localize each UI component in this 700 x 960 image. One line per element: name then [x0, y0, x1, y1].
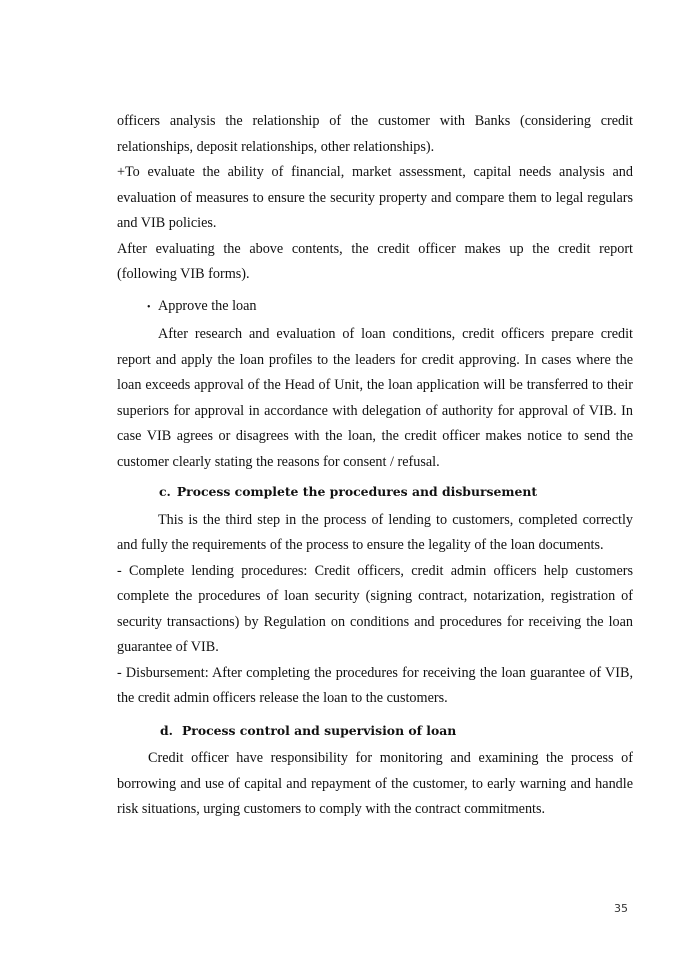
section-title-d: Process control and supervision of loan — [181, 722, 457, 738]
section-title-c: Process complete the procedures and disbursement — [176, 484, 538, 499]
paragraph-approve-loan: After research and evaluation of loan conditions, credit officers prepare credit report and apply the loan profiles to the leaders for credit approving. In cases where the loan exceeds approval of the Head of Unit, the loan application will be transferred to their superiors for approval in accordance with delegation of authority for approval of VIB. In case VIB agrees or disagrees with the loan, the credit officer makes notice to send the customer clearly stating the reasons for consent / refusal. — [117, 326, 633, 470]
section-heading-c — [117, 479, 633, 505]
paragraph-relationship-analysis: officers analysis the relationship of the customer with Banks (considering credit relationships, deposit relationships, other relationships). — [117, 113, 633, 155]
paragraph-credit-report: After evaluating the above contents, the credit officer makes up the credit report (following VIB forms). — [117, 240, 633, 282]
paragraph-disbursement: - Disbursement: After completing the procedures for receiving the loan guarantee of VIB, the credit admin officers release the loan to the customers. — [117, 664, 633, 706]
section-heading-d — [117, 718, 633, 744]
paragraph-third-step: This is the third step in the process of lending to customers, completed correctly and fully the requirements of the process to ensure the legality of the loan documents. — [117, 511, 633, 553]
paragraph-complete-lending: - Complete lending procedures: Credit officers, credit admin officers help customers complete the procedures of loan security (signing contract, notarization, registration of security transactions) by Regulation on conditions and procedures for receiving the loan guarantee of VIB. — [117, 562, 633, 655]
page-number: 35 — [614, 902, 628, 915]
section-label-c: c. — [159, 484, 171, 499]
bullet-approve-loan — [117, 294, 633, 321]
bullet-icon: • — [147, 301, 151, 313]
paragraph-evaluate-ability: +To evaluate the ability of financial, market assessment, capital needs analysis and evaluation of measures to ensure the security property and compare them to legal regulars and VIB policies. — [117, 164, 633, 231]
paragraph-monitoring: Credit officer have responsibility for monitoring and examining the process of borrowing and use of capital and repayment of the customer, to early warning and handle risk situations, urging customers to comply with the contract commitments. — [117, 750, 633, 817]
bullet-label: Approve the loan — [158, 297, 257, 314]
document-body — [117, 109, 633, 823]
section-label-d: d. — [160, 722, 173, 738]
